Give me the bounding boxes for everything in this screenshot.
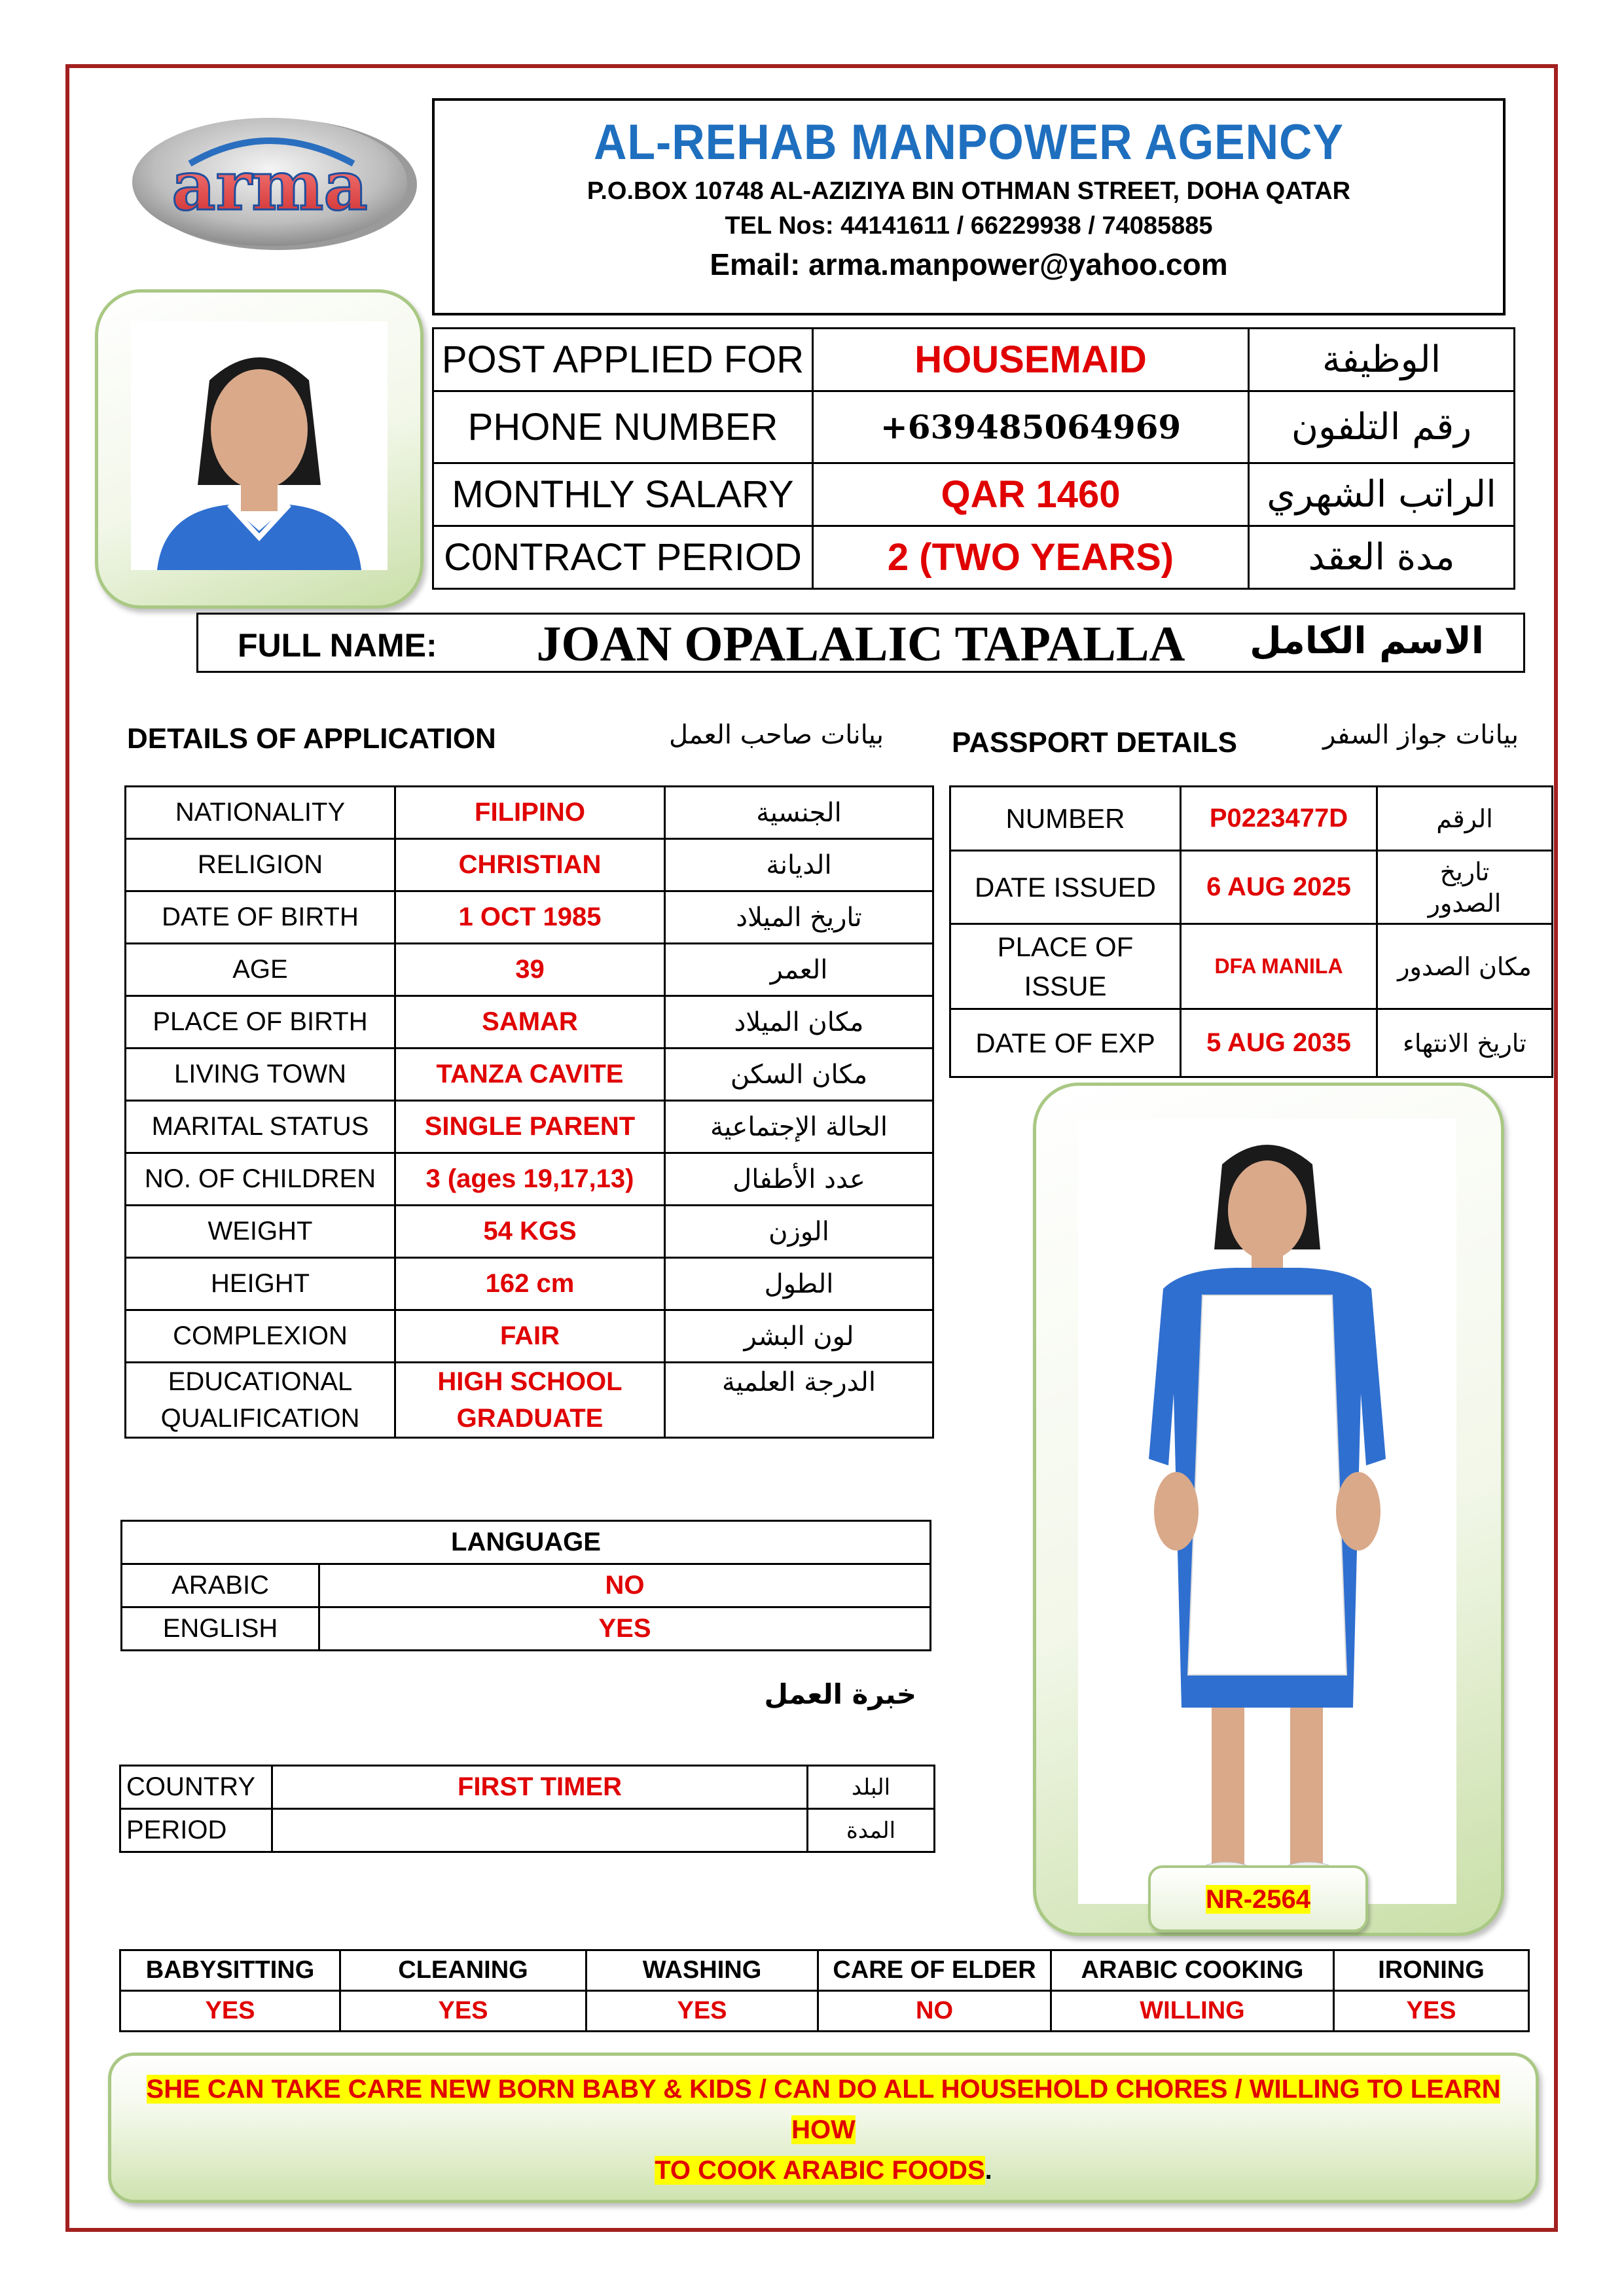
- table-row: [122, 1564, 931, 1607]
- detail-label: AGE: [126, 944, 395, 996]
- table-row: [126, 1258, 933, 1310]
- passport-number-label: NUMBER: [950, 787, 1181, 851]
- table-row: [950, 1009, 1553, 1077]
- experience-title-ar: خبرة العمل: [764, 1678, 916, 1710]
- passport-expiry-label: DATE OF EXP: [950, 1009, 1181, 1077]
- passport-expiry-label-ar: تاريخ الانتهاء: [1377, 1009, 1553, 1077]
- detail-label-ar: عدد الأطفال: [665, 1153, 933, 1206]
- detail-label: NO. OF CHILDREN: [126, 1153, 395, 1206]
- skill-care-of-elder-value: NO: [818, 1991, 1051, 2032]
- logo-text: arma: [171, 145, 368, 226]
- skill-cleaning-label: CLEANING: [340, 1950, 586, 1991]
- phone-value: +639485064969: [813, 391, 1249, 463]
- salary-value: QAR 1460: [813, 463, 1249, 526]
- post-value: HOUSEMAID: [813, 329, 1249, 391]
- table-row: [950, 851, 1553, 924]
- detail-value: CHRISTIAN: [395, 839, 665, 891]
- passport-table: [949, 785, 1553, 1078]
- passport-issued-ar-1: تاريخ: [1439, 857, 1490, 886]
- detail-value: FAIR: [395, 1310, 665, 1363]
- full-name-box: [196, 613, 1525, 673]
- detail-label: NATIONALITY: [126, 787, 395, 839]
- agency-logo: [118, 105, 432, 262]
- contract-value: 2 (TWO YEARS): [813, 526, 1249, 589]
- full-name-value: JOAN OPALALIC TAPALLA: [536, 617, 1185, 672]
- skill-washing-label: WASHING: [586, 1950, 818, 1991]
- skill-ironing-label: IRONING: [1334, 1950, 1529, 1991]
- skill-arabic-cooking-label: ARABIC COOKING: [1051, 1950, 1334, 1991]
- detail-value: 39: [395, 944, 665, 996]
- detail-value: FILIPINO: [395, 787, 665, 839]
- remarks-line-1: SHE CAN TAKE CARE NEW BORN BABY & KIDS / CAN DO ALL HOUSEHOLD CHORES / WILLING TO LEARN HOW: [146, 2075, 1501, 2144]
- full-name-label: FULL NAME:: [238, 627, 437, 664]
- table-row: [126, 1049, 933, 1101]
- detail-label: LIVING TOWN: [126, 1049, 395, 1101]
- passport-number-value: P0223477D: [1181, 787, 1377, 851]
- remarks-line-2: TO COOK ARABIC FOODS: [655, 2156, 985, 2185]
- detail-label-ar: العمر: [665, 944, 933, 996]
- detail-value: SINGLE PARENT: [395, 1101, 665, 1153]
- passport-issued-ar-2: الصدور: [1428, 888, 1502, 918]
- portrait-photo: [131, 321, 388, 570]
- table-row: [126, 1206, 933, 1258]
- table-row: [126, 944, 933, 996]
- table-row: [126, 787, 933, 839]
- agency-name: AL-REHAB MANPOWER AGENCY: [594, 115, 1344, 170]
- agency-phone: TEL Nos: 44141611 / 66229938 / 74085885: [725, 212, 1213, 240]
- table-row: [122, 1607, 931, 1651]
- table-row: [126, 1310, 933, 1363]
- table-row: [122, 1521, 931, 1564]
- passport-title: PASSPORT DETAILS: [952, 726, 1237, 759]
- detail-value: TANZA CAVITE: [395, 1049, 665, 1101]
- reference-number: NR-2564: [1205, 1885, 1311, 1914]
- experience-period-label: PERIOD: [120, 1809, 272, 1852]
- details-title-ar: بيانات صاحب العمل: [669, 720, 884, 750]
- agency-header: [432, 98, 1506, 315]
- experience-country-label-ar: البلد: [808, 1766, 935, 1809]
- salary-label-ar: الراتب الشهري: [1249, 463, 1515, 526]
- full-name-label-ar: الاسم الكامل: [1250, 620, 1484, 662]
- salary-label: MONTHLY SALARY: [433, 463, 813, 526]
- detail-label: DATE OF BIRTH: [126, 891, 395, 944]
- edu-value-2: GRADUATE: [456, 1404, 604, 1433]
- remarks-box: [108, 2053, 1539, 2203]
- detail-label: HEIGHT: [126, 1258, 395, 1310]
- skill-washing-value: YES: [586, 1991, 818, 2032]
- details-table: [124, 785, 934, 1439]
- skills-table: [119, 1949, 1530, 2032]
- full-body-photo-frame: [1033, 1083, 1504, 1936]
- edu-label-ar: الدرجة العلمية: [665, 1363, 933, 1438]
- agency-email: Email: arma.manpower@yahoo.com: [710, 247, 1228, 281]
- experience-table: [119, 1765, 935, 1853]
- detail-label-ar: الجنسية: [665, 787, 933, 839]
- contract-label: C0NTRACT PERIOD: [433, 526, 813, 589]
- full-body-photo: [1078, 1119, 1456, 1904]
- table-row: [126, 1101, 933, 1153]
- detail-label-ar: تاريخ الميلاد: [665, 891, 933, 944]
- passport-place-label-1: PLACE OF: [997, 931, 1134, 962]
- detail-value: 54 KGS: [395, 1206, 665, 1258]
- skill-ironing-value: YES: [1334, 1991, 1529, 2032]
- post-label-ar: الوظيفة: [1249, 329, 1515, 391]
- passport-title-ar: بيانات جواز السفر: [1323, 720, 1519, 750]
- details-title: DETAILS OF APPLICATION: [127, 723, 496, 755]
- language-table: [120, 1520, 931, 1651]
- detail-label: PLACE OF BIRTH: [126, 996, 395, 1049]
- experience-country-value: FIRST TIMER: [272, 1766, 808, 1809]
- table-row: [126, 1363, 933, 1438]
- job-table: [432, 327, 1515, 590]
- detail-value: 162 cm: [395, 1258, 665, 1310]
- portrait-photo-frame: [95, 289, 424, 609]
- detail-label: RELIGION: [126, 839, 395, 891]
- detail-label: COMPLEXION: [126, 1310, 395, 1363]
- table-row: [126, 1153, 933, 1206]
- detail-value: 1 OCT 1985: [395, 891, 665, 944]
- passport-place-label-ar: مكان الصدور: [1377, 924, 1553, 1009]
- table-row: [126, 839, 933, 891]
- detail-label: MARITAL STATUS: [126, 1101, 395, 1153]
- language-title: LANGUAGE: [122, 1521, 931, 1564]
- skill-cleaning-value: YES: [340, 1991, 586, 2032]
- language-english-value: YES: [319, 1607, 931, 1651]
- detail-label-ar: الطول: [665, 1258, 933, 1310]
- skill-babysitting-value: YES: [120, 1991, 340, 2032]
- edu-label-1: EDUCATIONAL: [168, 1367, 353, 1396]
- detail-label-ar: مكان السكن: [665, 1049, 933, 1101]
- detail-label: WEIGHT: [126, 1206, 395, 1258]
- passport-expiry-value: 5 AUG 2035: [1181, 1009, 1377, 1077]
- table-row: [126, 891, 933, 944]
- table-row: [950, 787, 1553, 851]
- detail-label-ar: الحالة الإجتماعية: [665, 1101, 933, 1153]
- detail-value: 3 (ages 19,17,13): [395, 1153, 665, 1206]
- phone-label-ar: رقم التلفون: [1249, 391, 1515, 463]
- table-row: [950, 924, 1553, 1009]
- experience-period-value: [272, 1809, 808, 1852]
- table-row: [433, 526, 1515, 589]
- passport-place-label-2: ISSUE: [1024, 970, 1107, 1001]
- edu-label-2: QUALIFICATION: [160, 1404, 360, 1433]
- table-row: [120, 1950, 1529, 1991]
- reference-badge: [1148, 1865, 1368, 1932]
- detail-value: SAMAR: [395, 996, 665, 1049]
- table-row: [120, 1991, 1529, 2032]
- passport-number-label-ar: الرقم: [1377, 787, 1553, 851]
- language-arabic-label: ARABIC: [122, 1564, 319, 1607]
- skill-care-of-elder-label: CARE OF ELDER: [818, 1950, 1051, 1991]
- table-row: [126, 996, 933, 1049]
- language-english-label: ENGLISH: [122, 1607, 319, 1651]
- experience-country-label: COUNTRY: [120, 1766, 272, 1809]
- detail-label-ar: الديانة: [665, 839, 933, 891]
- detail-label-ar: مكان الميلاد: [665, 996, 933, 1049]
- passport-issued-label: DATE ISSUED: [950, 851, 1181, 924]
- remarks-line-2-end: .: [984, 2156, 992, 2185]
- table-row: [433, 463, 1515, 526]
- skill-arabic-cooking-value: WILLING: [1051, 1991, 1334, 2032]
- table-row: [120, 1766, 935, 1809]
- table-row: [433, 329, 1515, 391]
- language-arabic-value: NO: [319, 1564, 931, 1607]
- passport-place-value: DFA MANILA: [1181, 924, 1377, 1009]
- experience-period-label-ar: المدة: [808, 1809, 935, 1852]
- detail-label-ar: لون البشر: [665, 1310, 933, 1363]
- table-row: [433, 391, 1515, 463]
- edu-value-1: HIGH SCHOOL: [437, 1367, 623, 1396]
- contract-label-ar: مدة العقد: [1249, 526, 1515, 589]
- phone-label: PHONE NUMBER: [433, 391, 813, 463]
- detail-label-ar: الوزن: [665, 1206, 933, 1258]
- agency-address: P.O.BOX 10748 AL-AZIZIYA BIN OTHMAN STREET, DOHA QATAR: [586, 177, 1351, 205]
- post-label: POST APPLIED FOR: [433, 329, 813, 391]
- passport-issued-value: 6 AUG 2025: [1181, 851, 1377, 924]
- table-row: [120, 1809, 935, 1852]
- skill-babysitting-label: BABYSITTING: [120, 1950, 340, 1991]
